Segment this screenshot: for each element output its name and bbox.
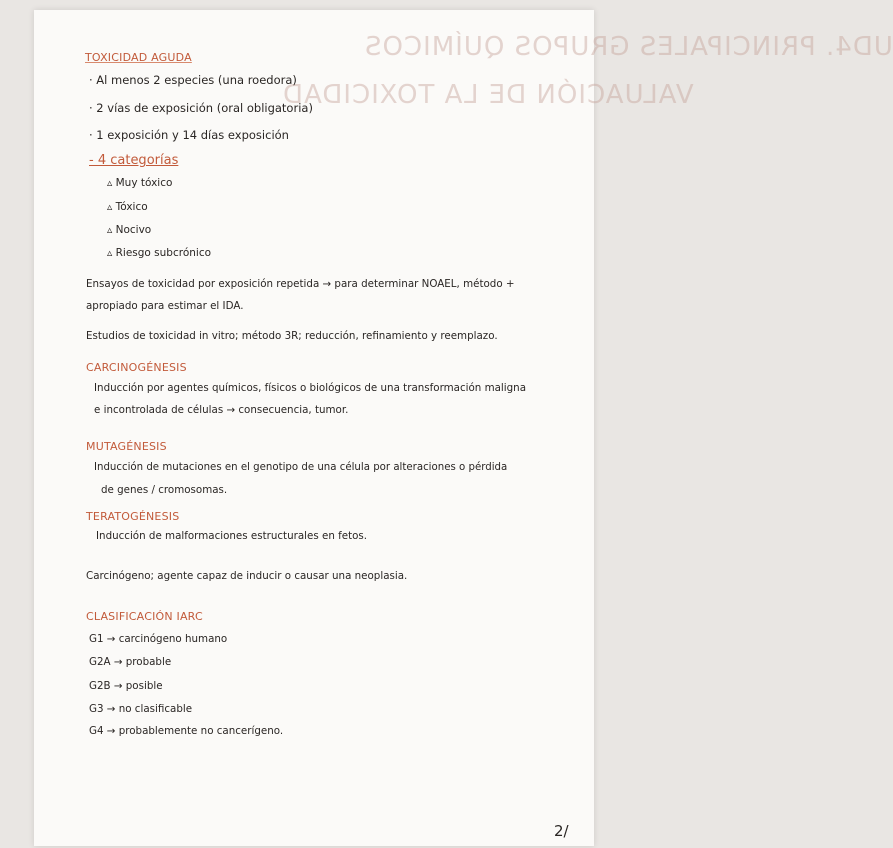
repeated-exposure-line2: apropiado para estimar el IDA. bbox=[86, 300, 244, 312]
iarc-group-g4: G4 → probablemente no cancerígeno. bbox=[89, 725, 284, 737]
acute-bullet-1: · Al menos 2 especies (una roedora) bbox=[89, 73, 297, 87]
page-number: 2/ bbox=[554, 822, 569, 840]
acute-bullet-3: · 1 exposición y 14 días exposición bbox=[89, 128, 289, 142]
acute-toxicity-heading: TOXICIDAD AGUDA bbox=[85, 51, 192, 64]
mutagenesis-heading: MUTAGÉNESIS bbox=[86, 440, 167, 453]
notebook-page bbox=[34, 10, 893, 846]
iarc-group-g3: G3 → no clasificable bbox=[89, 703, 193, 715]
mutagenesis-line1: Inducción de mutaciones en el genotipo de una célula por alteraciones o pérdida bbox=[94, 462, 508, 473]
iarc-heading: CLASIFICACIÓN IARC bbox=[86, 610, 203, 623]
iarc-group-g1: G1 → carcinógeno humano bbox=[89, 633, 228, 645]
in-vitro-line: Estudios de toxicidad in vitro; método 3R; reducción, refinamiento y reemplazo. bbox=[86, 330, 498, 342]
category-item-1: ▵ Muy tóxico bbox=[107, 177, 173, 189]
bleed-through-title-line2: VALUACIÓN DE LA TOXICIDAD bbox=[282, 80, 694, 110]
repeated-exposure-line1: Ensayos de toxicidad por exposición repetida → para determinar NOAEL, método + bbox=[86, 278, 515, 290]
teratogenesis-line1: Inducción de malformaciones estructurales en fetos. bbox=[96, 530, 368, 542]
iarc-group-g2b: G2B → posible bbox=[89, 680, 163, 692]
iarc-group-g2a: G2A → probable bbox=[89, 656, 172, 668]
categories-title: - 4 categorías bbox=[89, 153, 179, 168]
category-item-4: ▵ Riesgo subcrónico bbox=[107, 247, 212, 259]
carcinogenesis-line1: Inducción por agentes químicos, físicos o biológicos de una transformación maligna bbox=[94, 382, 527, 394]
category-item-2: ▵ Tóxico bbox=[107, 201, 148, 213]
teratogenesis-heading: TERATOGÉNESIS bbox=[86, 510, 180, 523]
carcinogenesis-line2: e incontrolada de células → consecuencia, tumor. bbox=[94, 404, 349, 416]
bleed-through-title-line1: UD4. PRINCIPALES GRUPOS QUÍMICOS bbox=[364, 32, 893, 62]
acute-bullet-2: · 2 vías de exposición (oral obligatoria) bbox=[89, 101, 313, 115]
carcinogen-definition: Carcinógeno; agente capaz de inducir o causar una neoplasia. bbox=[86, 570, 408, 582]
category-item-3: ▵ Nocivo bbox=[107, 224, 152, 236]
mutagenesis-line2: de genes / cromosomas. bbox=[101, 484, 228, 496]
carcinogenesis-heading: CARCINOGÉNESIS bbox=[86, 361, 187, 374]
